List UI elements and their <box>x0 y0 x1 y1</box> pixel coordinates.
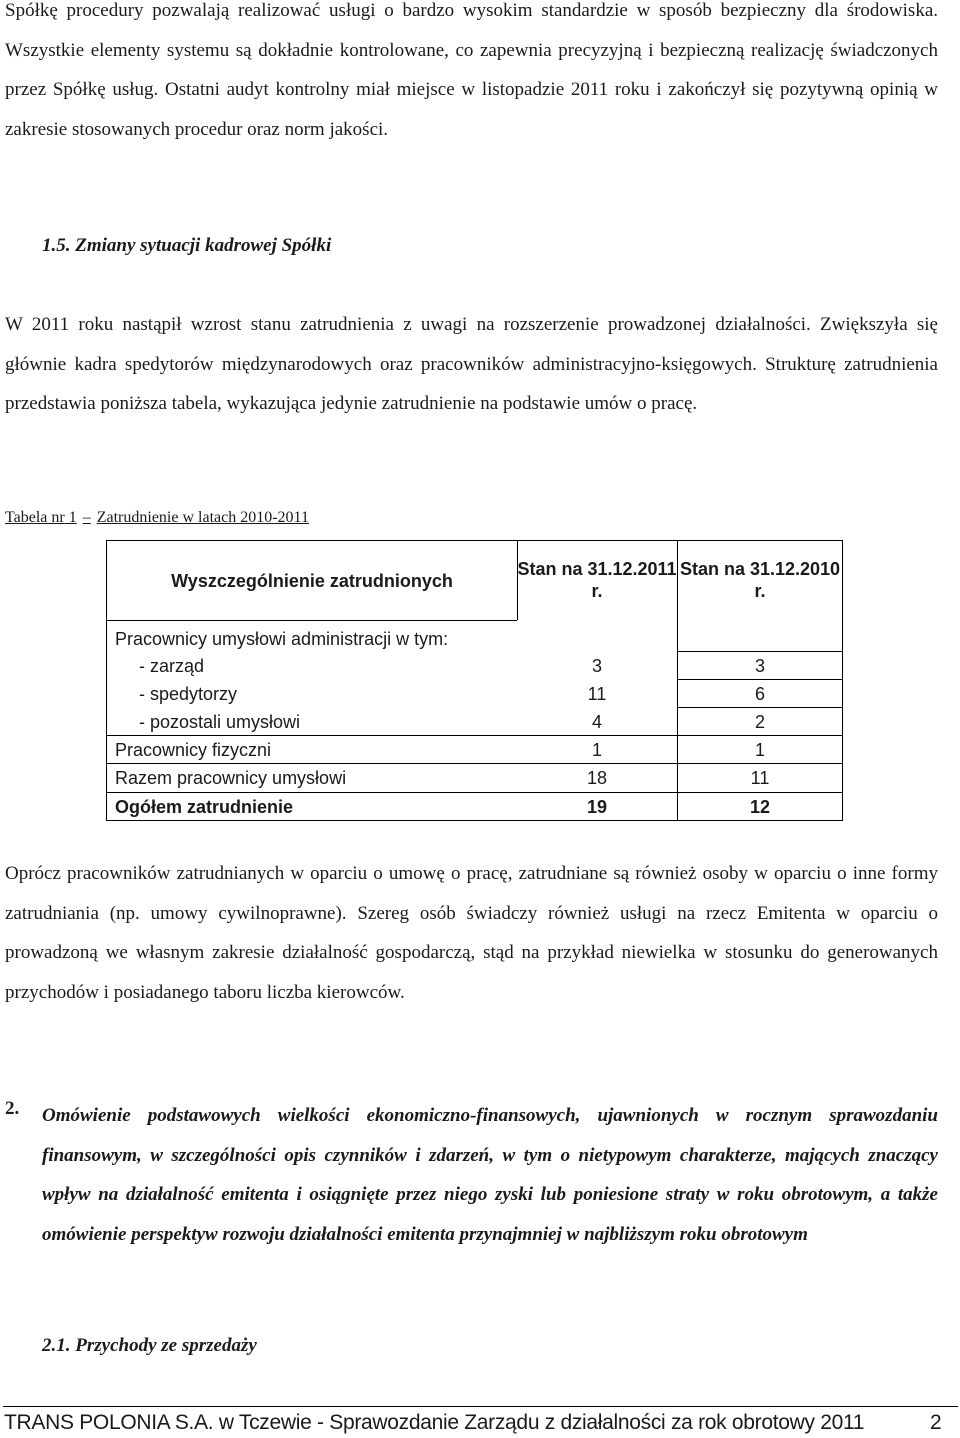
row-value-2011: 1 <box>591 740 602 760</box>
row-label: - pozostali umysłowi <box>139 712 301 732</box>
table-row <box>107 625 842 653</box>
row-value-2010: 11 <box>750 768 770 788</box>
row-label: Razem pracownicy umysłowi <box>115 768 347 788</box>
paragraph-employment-change: W 2011 roku nastąpił wzrost stanu zatrudnienia z uwagi na rozszerzenie prowadzonej działalności. Zwiększyła się głównie kadra spedytorów międzynarodowych oraz pracowników administracyjno-księgowych. Strukturę zatrudnienia przedstawia poniższa tabela, wykazująca jedynie zatrudnienie na podstawie umów o pracę. <box>5 314 938 414</box>
section-heading-2-1: 2.1. Przychody ze sprzedaży <box>42 1335 257 1356</box>
row-value-2011: 19 <box>586 797 608 817</box>
row-value-2010: 2 <box>754 712 765 732</box>
row-value-2011: 11 <box>587 684 607 704</box>
section-heading-2: Omówienie podstawowych wielkości ekonomiczno-finansowych, ujawnionych w rocznym sprawozdaniu finansowym, w szczególności opis czynników i zdarzeń, w tym o nietypowym charakterze, mających znaczący wpływ na działalność emitenta i osiągnięte przez niego zyski lub poniesione straty w roku obrotowym, a także omówienie perspektyw rozwoju działalności emitenta przynajmniej w najbliższym roku obrotowym <box>42 1105 938 1245</box>
row-value-2011: 18 <box>586 768 608 788</box>
row-label: - spedytorzy <box>139 684 238 704</box>
paragraph-quality-procedures: Spółkę procedury pozwalają realizować usługi o bardzo wysokim standardzie w sposób bezpieczny dla środowiska. Wszystkie elementy systemu są dokładnie kontrolowane, co zapewnia precyzyjną i bezpieczną realizację świadczonych przez Spółkę usług. Ostatni audyt kontrolny miał miejsce w listopadzie 2011 roku i zakończył się pozytywną opinią w zakresie stosowanych procedur oraz norm jakości. <box>5 0 938 140</box>
table-divider <box>107 620 517 621</box>
row-value-2010: 6 <box>754 684 765 704</box>
row-value-2010: 3 <box>754 656 765 676</box>
table-caption-title: Zatrudnienie w latach 2010-2011 <box>96 509 309 526</box>
row-label: Pracownicy umysłowi administracji w tym: <box>115 629 449 649</box>
row-value-2011: 4 <box>591 712 602 732</box>
table-row <box>107 652 842 680</box>
employment-table <box>106 540 843 821</box>
table-row <box>107 708 842 736</box>
table-header-2010: Stan na 31.12.2010 r. <box>679 559 841 601</box>
table-row-total <box>107 793 842 821</box>
page-number: 2 <box>930 1411 942 1434</box>
table-row <box>107 736 842 764</box>
row-label: Ogółem zatrudnienie <box>115 797 294 817</box>
table-header-2011: Stan na 31.12.2011 r. <box>517 559 677 601</box>
section-number-2: 2. <box>5 1098 20 1119</box>
table-row <box>107 680 842 708</box>
row-label: Pracownicy fizyczni <box>115 740 272 760</box>
paragraph-other-employment: Oprócz pracowników zatrudnianych w oparciu o umowę o pracę, zatrudniane są również osoby w oparciu o inne formy zatrudniania (np. umowy cywilnoprawne). Szereg osób świadczy również usługi na rzecz Emitenta w oparciu o prowadzoną we własnym zakresie działalność gospodarczą, stąd na przykład niewielka w stosunku do generowanych przychodów i posiadanego taboru liczba kierowców. <box>5 863 938 1003</box>
row-value-2010: 1 <box>754 740 765 760</box>
footer-divider <box>3 1406 958 1407</box>
footer-title: TRANS POLONIA S.A. w Tczewie - Sprawozdanie Zarządu z działalności za rok obrotowy 2011 <box>4 1411 865 1434</box>
table-caption-number: Tabela nr 1 <box>5 509 77 526</box>
table-caption: Tabela nr 1 – Zatrudnienie w latach 2010-2011 <box>5 509 309 526</box>
section-heading-1-5: 1.5. Zmiany sytuacji kadrowej Spółki <box>42 235 332 256</box>
row-label: - zarząd <box>139 656 205 676</box>
table-row <box>107 764 842 792</box>
row-value-2011: 3 <box>591 656 602 676</box>
table-header-description: Wyszczególnienie zatrudnionych <box>171 571 453 591</box>
row-value-2010: 12 <box>749 797 771 817</box>
